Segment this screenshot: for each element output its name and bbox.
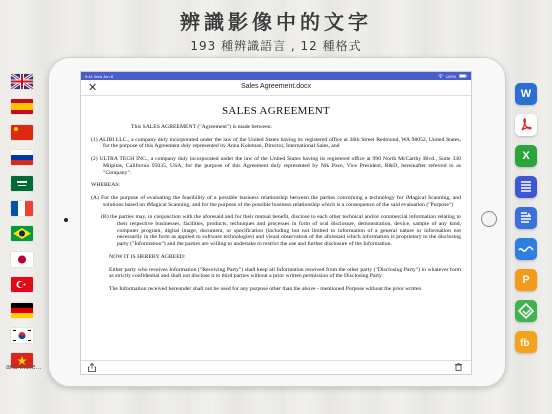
more-languages-label: and more... [6, 364, 42, 371]
camera-dot [64, 218, 68, 222]
battery-icon [459, 74, 467, 79]
tablet-screen [80, 71, 472, 375]
epub-icon [515, 300, 537, 322]
home-button [481, 211, 497, 227]
turkey-flag-icon [11, 277, 33, 292]
document-body[interactable] [81, 96, 471, 293]
svg-text:fb: fb [520, 338, 530, 349]
document-intro: This SALES AGREEMENT ("Agreement") is made between: [131, 124, 273, 130]
nav-bar [81, 80, 471, 96]
china-flag-icon [11, 125, 33, 140]
svg-text:A: A [527, 213, 531, 219]
pages-icon: P [515, 269, 537, 291]
headline-title: 辨識影像中的文字 [180, 10, 372, 34]
saudi-flag-icon [11, 176, 33, 191]
trash-icon[interactable] [455, 363, 462, 373]
fb2-icon [515, 331, 537, 353]
headline-subtitle: 193 種辨識語言 , 12 種格式 [190, 39, 362, 53]
close-icon[interactable]: ✕ [88, 82, 98, 94]
excel-icon: X [515, 145, 537, 167]
document-clause-b: (B) the parties may, in conjunction with the aforesaid and for their mutual benefit, disclose to each other technical and/or commercial information relating to their respective businesses, facilities, products, techniques and processes in form of oral disclosure, demonstration, device, sample of any kind, computer program, digital image, document, or specification (including but not limited to information of a general nature or information not necessarily in the form as applied to software technologies) and visual observation of the aforesaid which information is proprietary to the disclosing party ("Information") and the parties are willing to undertake to restrict the use and further disclosure of the Information. [101, 214, 461, 248]
japan-flag-icon [11, 252, 33, 267]
spain-flag-icon [11, 99, 33, 114]
battery-percent: 100% [445, 73, 456, 79]
bottom-toolbar [81, 360, 471, 374]
germany-flag-icon [11, 303, 33, 318]
share-icon[interactable] [88, 363, 96, 374]
wave-icon [515, 238, 537, 260]
document-clause-1: Either party who receives Information ("Receiving Party") shall keep all Information received from the other party ("Disclosing Party") in whatever form as strictly confidential and shall not disclose it to third parties without a prior written permission of the Disclosing Party. [109, 266, 461, 280]
document-party-1: (1) ALIBI LLC., a company duly incorporated under the law of the United States having its registered office at 36th Street Redmond, WA 98052, United States, for the purpose of this Agreement duly represented by Anna Koleman, Director, International Sales, and [91, 136, 461, 150]
france-flag-icon [11, 201, 33, 216]
document-clause-2: The Information received hereunder shall not be used for any purpose other than the above - mentioned Purpose without the prior written [109, 285, 422, 292]
document-agreed: NOW IT IS HEREBY AGREED: [109, 253, 186, 260]
uk-flag-icon [11, 74, 33, 89]
document-filename: Sales Agreement.docx [240, 83, 312, 90]
wifi-icon [438, 74, 443, 79]
russia-flag-icon [11, 150, 33, 165]
status-time: 9:41 Wed Jun 8 [85, 73, 113, 79]
document-clause-a: (A) For the purpose of evaluating the feasibility of a possible business relationship between the parties concerning a technology for iMagical Scanning, and solutions based on iMagical Scanning, and for the purpose of the possible business relationship which is a consequence of the said evaluation ("Purpose") [91, 194, 461, 208]
korea-flag-icon [11, 328, 33, 343]
headline [0, 6, 552, 54]
pdf-icon [515, 114, 537, 136]
document-whereas: WHEREAS: [91, 182, 121, 189]
language-flags [11, 74, 35, 379]
rtf-icon [515, 207, 537, 229]
document-party-2: (2) ULTRA TECH INC., a company duly incorporated under the law of the United States having its registered office at 990 North McCarthy Blvd., Suite 330 Milpitas, California 95035, USA, for the purpose of this Agreement duly represented by Nik Pace, Vice President, R&D, hereinafter referred to as "Company". [91, 156, 461, 176]
tablet-device [48, 57, 506, 387]
status-bar [81, 72, 471, 80]
document-heading: SALES AGREEMENT [221, 105, 331, 117]
word-icon: W [515, 83, 537, 105]
brazil-flag-icon [11, 226, 33, 241]
export-formats [515, 83, 537, 362]
txt-icon [515, 176, 537, 198]
